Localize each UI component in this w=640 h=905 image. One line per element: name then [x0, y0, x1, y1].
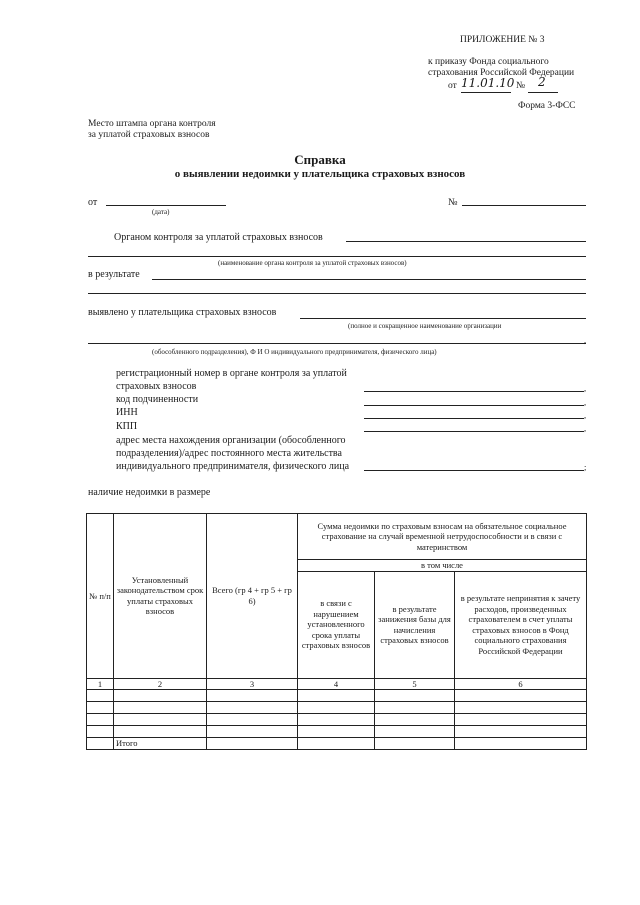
address-label-3: индивидуального предпринимателя, физического лица [116, 461, 350, 472]
appendix-label: ПРИЛОЖЕНИЕ № 3 [460, 35, 545, 45]
table-cell[interactable] [207, 714, 298, 726]
col-6-header: в результате непринятия к зачету расходов, произведенных страхователем в счет уплаты страховых взносов в Фонд социального страхования Российской Федерации [455, 571, 587, 678]
org-line [88, 343, 586, 344]
total-row [87, 738, 587, 750]
kpp-comma: , [584, 423, 587, 433]
total-label: Итого [114, 738, 207, 750]
inn-comma: , [584, 410, 587, 420]
number-line [462, 205, 586, 206]
control-body-label: Органом контроля за уплатой страховых взносов [114, 232, 323, 243]
order-line-2: страхования Российской Федерации [428, 68, 575, 78]
table-cell[interactable] [298, 726, 375, 738]
reg-number-label-1: регистрационный номер в органе контроля за уплатой [116, 368, 347, 379]
found-line [300, 318, 586, 319]
table-cell[interactable] [298, 738, 375, 750]
table-cell[interactable] [455, 714, 587, 726]
table-cell[interactable] [207, 726, 298, 738]
control-body-line [346, 241, 586, 242]
table-cell[interactable] [207, 702, 298, 714]
table-cell[interactable] [375, 738, 455, 750]
table-cell[interactable] [298, 690, 375, 702]
col-4-header: в связи с нарушением установленного срока уплаты страховых взносов [298, 571, 375, 678]
table-cell[interactable] [375, 690, 455, 702]
table-cell[interactable] [87, 702, 114, 714]
col-sum-header: Сумма недоимки по страховым взносам на обязательное социальное страхование на случай временной нетрудоспособности и в связи с материнством [298, 514, 587, 560]
address-comma: ; [584, 462, 587, 472]
form-code: Форма 3-ФСС [518, 101, 576, 111]
table-row [87, 690, 587, 702]
table-cell[interactable] [375, 726, 455, 738]
table-cell[interactable] [455, 690, 587, 702]
table-row [87, 702, 587, 714]
column-number: 4 [298, 678, 375, 690]
column-number-row [87, 678, 587, 690]
column-number: 1 [87, 678, 114, 690]
table-cell[interactable] [298, 714, 375, 726]
reg-number-line [364, 391, 584, 392]
col-deadline-header: Установленный законодательством срок уплаты страховых взносов [114, 514, 207, 679]
kpp-label: КПП [116, 421, 138, 432]
table-cell[interactable] [375, 702, 455, 714]
stamp-line-1: Место штампа органа контроля [88, 119, 216, 129]
found-label: выявлено у плательщика страховых взносов [88, 307, 277, 318]
number-label: № [448, 197, 458, 208]
document-subtitle: о выявлении недоимки у плательщика страховых взносов [174, 168, 466, 180]
control-body-caption: (наименование органа контроля за уплатой страховых взносов) [218, 259, 407, 267]
subordination-code-comma: , [584, 397, 587, 407]
address-label-1: адрес места нахождения организации (обособленного [116, 435, 346, 446]
table-cell[interactable] [114, 714, 207, 726]
org-line-comma: , [584, 335, 587, 345]
col-num-header: № п/п [87, 514, 114, 679]
as-result-label: в результате [88, 269, 140, 280]
table-cell[interactable] [87, 726, 114, 738]
order-date-handwritten: 11.01.10 [461, 76, 515, 90]
date-line [106, 205, 226, 206]
table-row [87, 726, 587, 738]
table-cell[interactable] [87, 690, 114, 702]
table-cell[interactable] [114, 690, 207, 702]
column-number: 2 [114, 678, 207, 690]
control-body-line-2 [88, 256, 586, 257]
order-number-handwritten: 2 [538, 75, 546, 89]
table-cell[interactable] [455, 738, 587, 750]
document-title: Справка [294, 152, 346, 167]
table-row [87, 714, 587, 726]
table-cell[interactable] [114, 726, 207, 738]
table-cell[interactable] [298, 702, 375, 714]
org-caption-2: (обособленного подразделения), Ф И О индивидуального предпринимателя, физического лица) [152, 348, 437, 356]
reg-number-label-2: страховых взносов [116, 381, 197, 392]
subordination-code-line [364, 405, 584, 406]
table-cell[interactable] [207, 690, 298, 702]
column-number: 3 [207, 678, 298, 690]
date-caption: (дата) [152, 208, 170, 216]
table-cell[interactable] [114, 702, 207, 714]
order-date-prefix: от [448, 81, 457, 91]
col-total-header: Всего (гр 4 + гр 5 + гр 6) [207, 514, 298, 679]
column-number: 6 [455, 678, 587, 690]
as-result-line-2 [88, 293, 586, 294]
as-result-line [152, 279, 586, 280]
subordination-code-label: код подчиненности [116, 394, 199, 405]
order-date-line [461, 92, 511, 93]
table-cell[interactable] [207, 738, 298, 750]
order-number-line [528, 92, 558, 93]
order-line-1: к приказу Фонда социального [428, 57, 549, 67]
table-cell [87, 738, 114, 750]
from-label: от [88, 197, 98, 208]
arrears-label: наличие недоимки в размере [88, 487, 211, 498]
table-cell[interactable] [455, 702, 587, 714]
col-incl-header: в том числе [298, 560, 587, 572]
stamp-line-2: за уплатой страховых взносов [88, 130, 210, 140]
arrears-table [86, 513, 587, 750]
table-cell[interactable] [375, 714, 455, 726]
inn-label: ИНН [116, 407, 138, 418]
kpp-line [364, 431, 584, 432]
order-number-prefix: № [516, 81, 526, 91]
col-5-header: в результате занижения базы для начисления страховых взносов [375, 571, 455, 678]
column-number: 5 [375, 678, 455, 690]
table-cell[interactable] [455, 726, 587, 738]
table-cell[interactable] [87, 714, 114, 726]
address-label-2: подразделения)/адрес постоянного места жительства [116, 448, 342, 459]
inn-line [364, 418, 584, 419]
org-caption: (полное и сокращенное наименование организации [348, 322, 502, 330]
reg-number-comma: , [584, 383, 587, 393]
address-line [364, 470, 584, 471]
